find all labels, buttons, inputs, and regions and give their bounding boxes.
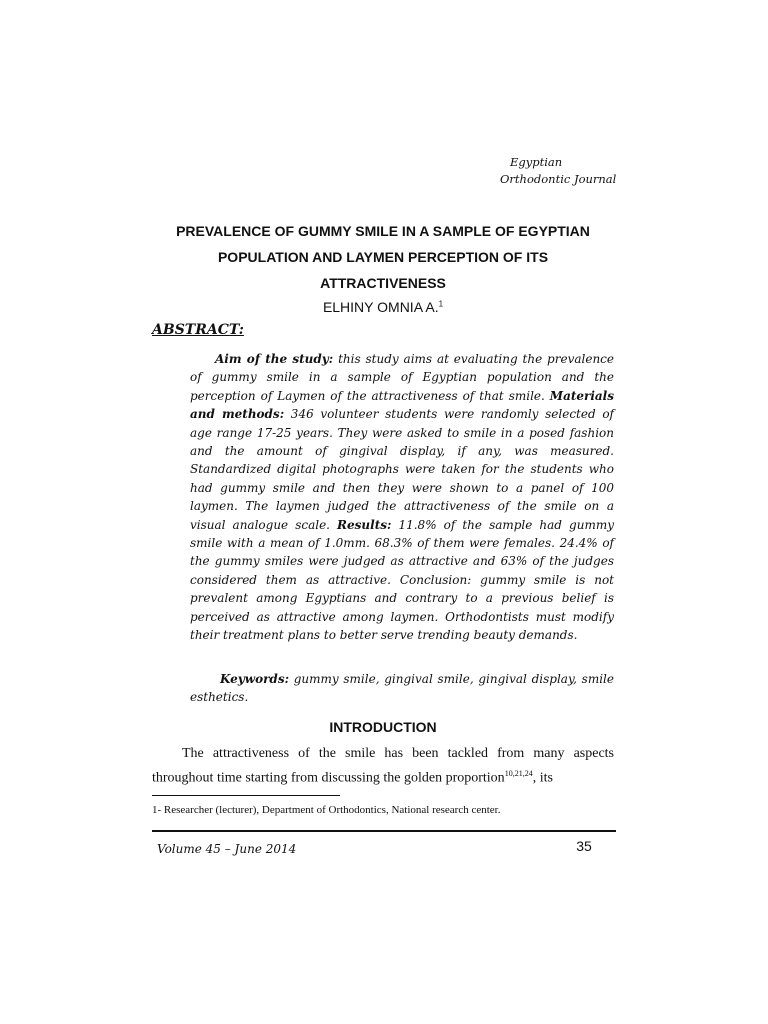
introduction-body (152, 744, 614, 789)
journal-name (500, 154, 650, 188)
title-line-2: POPULATION AND LAYMEN PERCEPTION OF ITS (217, 249, 549, 265)
methods-label: Materials and methods: (190, 388, 614, 422)
footnote: 1- Researcher (lecturer), Department of Orthodontics, National research center. (152, 804, 501, 816)
title-line-1: PREVALENCE OF GUMMY SMILE IN A SAMPLE OF EGYPTIAN (176, 223, 590, 239)
introduction-heading: INTRODUCTION (329, 719, 437, 735)
author-affiliation-marker: 1 (438, 299, 444, 309)
author-name: ELHINY OMNIA A. (322, 299, 439, 315)
journal-name-line1: Egyptian (510, 155, 563, 169)
footnote-divider (152, 795, 340, 796)
introduction-text: The attractiveness of the smile has been tackled from many aspects throughout time starting from discussing the golden proportion (152, 746, 614, 786)
journal-name-line2: Orthodontic Journal (500, 172, 617, 186)
keywords-label: Keywords: (220, 672, 290, 686)
article-title (150, 218, 616, 296)
author-line (150, 299, 616, 315)
aim-text: this study aims at evaluating the prevalence of gummy smile in a sample of Egyptian population and the perception of Laymen of the attractiveness of that smile. (190, 352, 614, 403)
abstract-body (190, 350, 614, 645)
results-text: 11.8% of the sample had gummy smile with a mean of 1.0mm. 68.3% of them were females. 24.4% of the gummy smiles were judged as attractive and 63% of the judges considered them as attractive. Conclusion: gummy smile is not prevalent among Egyptians and contrary to a previous belief is perceived as attractive among laymen. Orthodontists must modify their treatment plans to better serve trending beauty demands. (190, 517, 614, 643)
methods-text: 346 volunteer students were randomly selected of age range 17-25 years. They were asked to smile in a posed fashion and the amount of gingival display, if any, was measured. Standardized digital photographs were taken for the students who had gummy smile and then they were shown to a panel of 100 laymen. The laymen judged the attractiveness of the smile on a visual analogue scale. (190, 407, 614, 532)
introduction-citation: 10,21,24 (504, 769, 533, 778)
results-label: Results: (337, 517, 392, 532)
volume-info: Volume 45 – June 2014 (157, 842, 297, 856)
keywords-text: gummy smile, gingival smile, gingival display, smile esthetics. (190, 672, 614, 705)
footer-divider (152, 830, 616, 832)
keywords (190, 670, 614, 707)
abstract-heading: ABSTRACT: (152, 322, 244, 338)
page-number: 35 (576, 838, 592, 854)
aim-label: Aim of the study: (215, 352, 334, 366)
introduction-text-end: , its (532, 770, 553, 786)
title-line-3: ATTRACTIVENESS (320, 275, 446, 291)
